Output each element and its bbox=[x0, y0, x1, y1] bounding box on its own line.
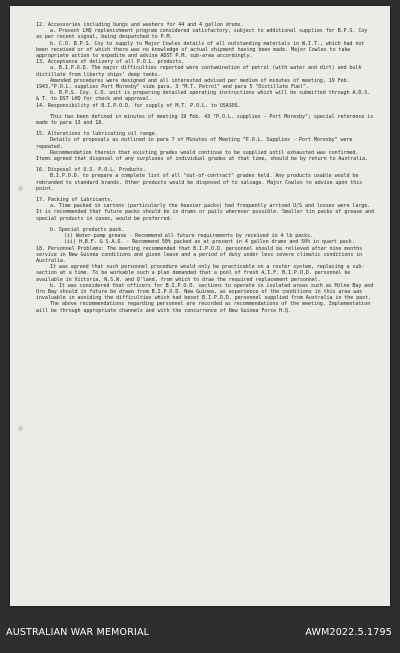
document-paragraph: b. C.O. B.P.S. Coy to supply to Major Cowles details of all outstanding materials in W.I.T., which had not been received or of which there was no knowledge of actual shipment having been made. Major Cowles to take appropriate action to expedite and advise ADST P.M. sub-area accordingly. bbox=[36, 40, 365, 60]
document-text bbox=[36, 22, 376, 314]
binding-hole bbox=[18, 426, 23, 431]
document-paragraph: The above recommendations regarding personnel are recorded as recommendations of the meeting. Implementation will be through appropriate channels and with the concurrence of New Guinea Force H.Q. bbox=[36, 301, 371, 314]
document-paragraph: b. Special products pack. bbox=[50, 226, 125, 233]
document-paragraph: Amended procedures were designed and all interested advised per medium of minutes of meeting, 19 Feb. 1943,"P.O.L. supplies Port Moresby" vide para. 3 "M.T. Petrol" and para 5 "Distillate Fuel". bbox=[36, 77, 350, 91]
document-paragraph: a. B.I.P.O.D. The major difficulties reported were contamination of petrol (with water and dirt) and bulk distillate from liberty ships' deep tanks. bbox=[36, 65, 362, 78]
document-paragraph: (i) Water-pump grease - Recommend all future requirements by received in 4 lb packs. bbox=[64, 233, 314, 240]
document-paragraph: Recommendation therein that existing grades would continue to be supplied until exhausted was confirmed. Items agreed that disposal of any surpluses of individual grades at that time, should be by return to Australia. bbox=[36, 149, 369, 163]
archive-footer bbox=[0, 612, 400, 653]
document-paragraph: Details of proposals as outlined in para 7 of Minutes of Meeting "P.O.L. Supplies - Port Moresby" were repeated. bbox=[36, 137, 353, 150]
institution-name: AUSTRALIAN WAR MEMORIAL bbox=[6, 627, 150, 638]
document-paragraph: It was agreed that such personnel procedure would only be practicable on a roster system, replacing a sub-section at a time. To be workable such a plan demanded that a pool of fresh A.I.F. B.I.P.O.D. personnel be available in Victoria, N.S.W. and Q'land, from which to draw the required replacement personnel. bbox=[36, 264, 365, 283]
document-paragraph: (ii) H.B.F. & S.A.O. - Recommend 50% packed as at present in 4 gallon drums and 50% in quart pack. bbox=[64, 239, 355, 246]
document-paragraph: 18. Personnel Problems: The meeting recommended that B.I.P.O.D. personnel should be relieved after nine months service in New Guinea conditions and given leave and a period of duty under less severe climatic conditions in Australia. bbox=[36, 245, 363, 264]
document-paragraph: 15. Alterations to lubricating oil range. bbox=[36, 131, 158, 138]
accession-number: AWM2022.5.1795 bbox=[305, 627, 392, 638]
document-paragraph: b. It was considered that officers for B.I.P.O.D. sections to operate in isolated areas such as Milne Bay and Oro Bay should in future be drawn from B.I.P.O.D. New Guinea, as experience of the conditions in this area was invaluable in avoiding the difficulties which had beset B.I.P.O.D. personnel supplied from Australia in the past. bbox=[36, 282, 374, 302]
document-paragraph: 17. Packing of Lubricants. bbox=[36, 197, 114, 204]
document-paragraph: 13. Acceptance of delivery of all P.O.L. products. bbox=[36, 59, 185, 66]
document-paragraph: B.I.P.O.D. to prepare a complete list of all "out-of-contract" grades held. Any products usable would be rebranded to standard brands. Other products would be disposed of to salvage. Major Cowles to advise upon this point. bbox=[36, 173, 363, 192]
document-paragraph: a. Present LHQ replenishment program considered satisfactory, subject to additional supplies for B.P.S. Coy as per recent signal, being despatched to P.M. bbox=[36, 28, 368, 41]
document-paragraph: 12. Accessories including bungs and washers for 44 and 4 gallon drums. bbox=[36, 22, 244, 28]
document-paragraph: 14. Responsibility of B.I.P.O.D. for supply of M.T. P.O.L. to USASOS. bbox=[36, 102, 241, 109]
document-page bbox=[10, 6, 390, 606]
binding-holes bbox=[18, 6, 28, 606]
document-paragraph: b. B.P.S. Coy. C.O. unit is preparing detailed operating instructions which will be submitted through A.D.S. & T. to DST LHQ for check and approval. bbox=[36, 90, 371, 103]
document-paragraph: This has been defined in minutes of meeting 19 Feb. 43 "P.O.L. supplies - Port Moresby"; special reference is made to para 13 and 18. bbox=[36, 113, 374, 127]
document-paragraph: 16. Disposal of U.S. P.O.L. Products. bbox=[36, 167, 146, 174]
binding-hole bbox=[18, 186, 23, 191]
document-paragraph: a. Time packed in cartons (particularly the heavier packs) had frequently arrived U/S and losses were large. It is recommended that future packs should be in drums or pails wherever possible. Smaller tin packs of grease and special products in cases, would be preferred. bbox=[36, 203, 374, 222]
